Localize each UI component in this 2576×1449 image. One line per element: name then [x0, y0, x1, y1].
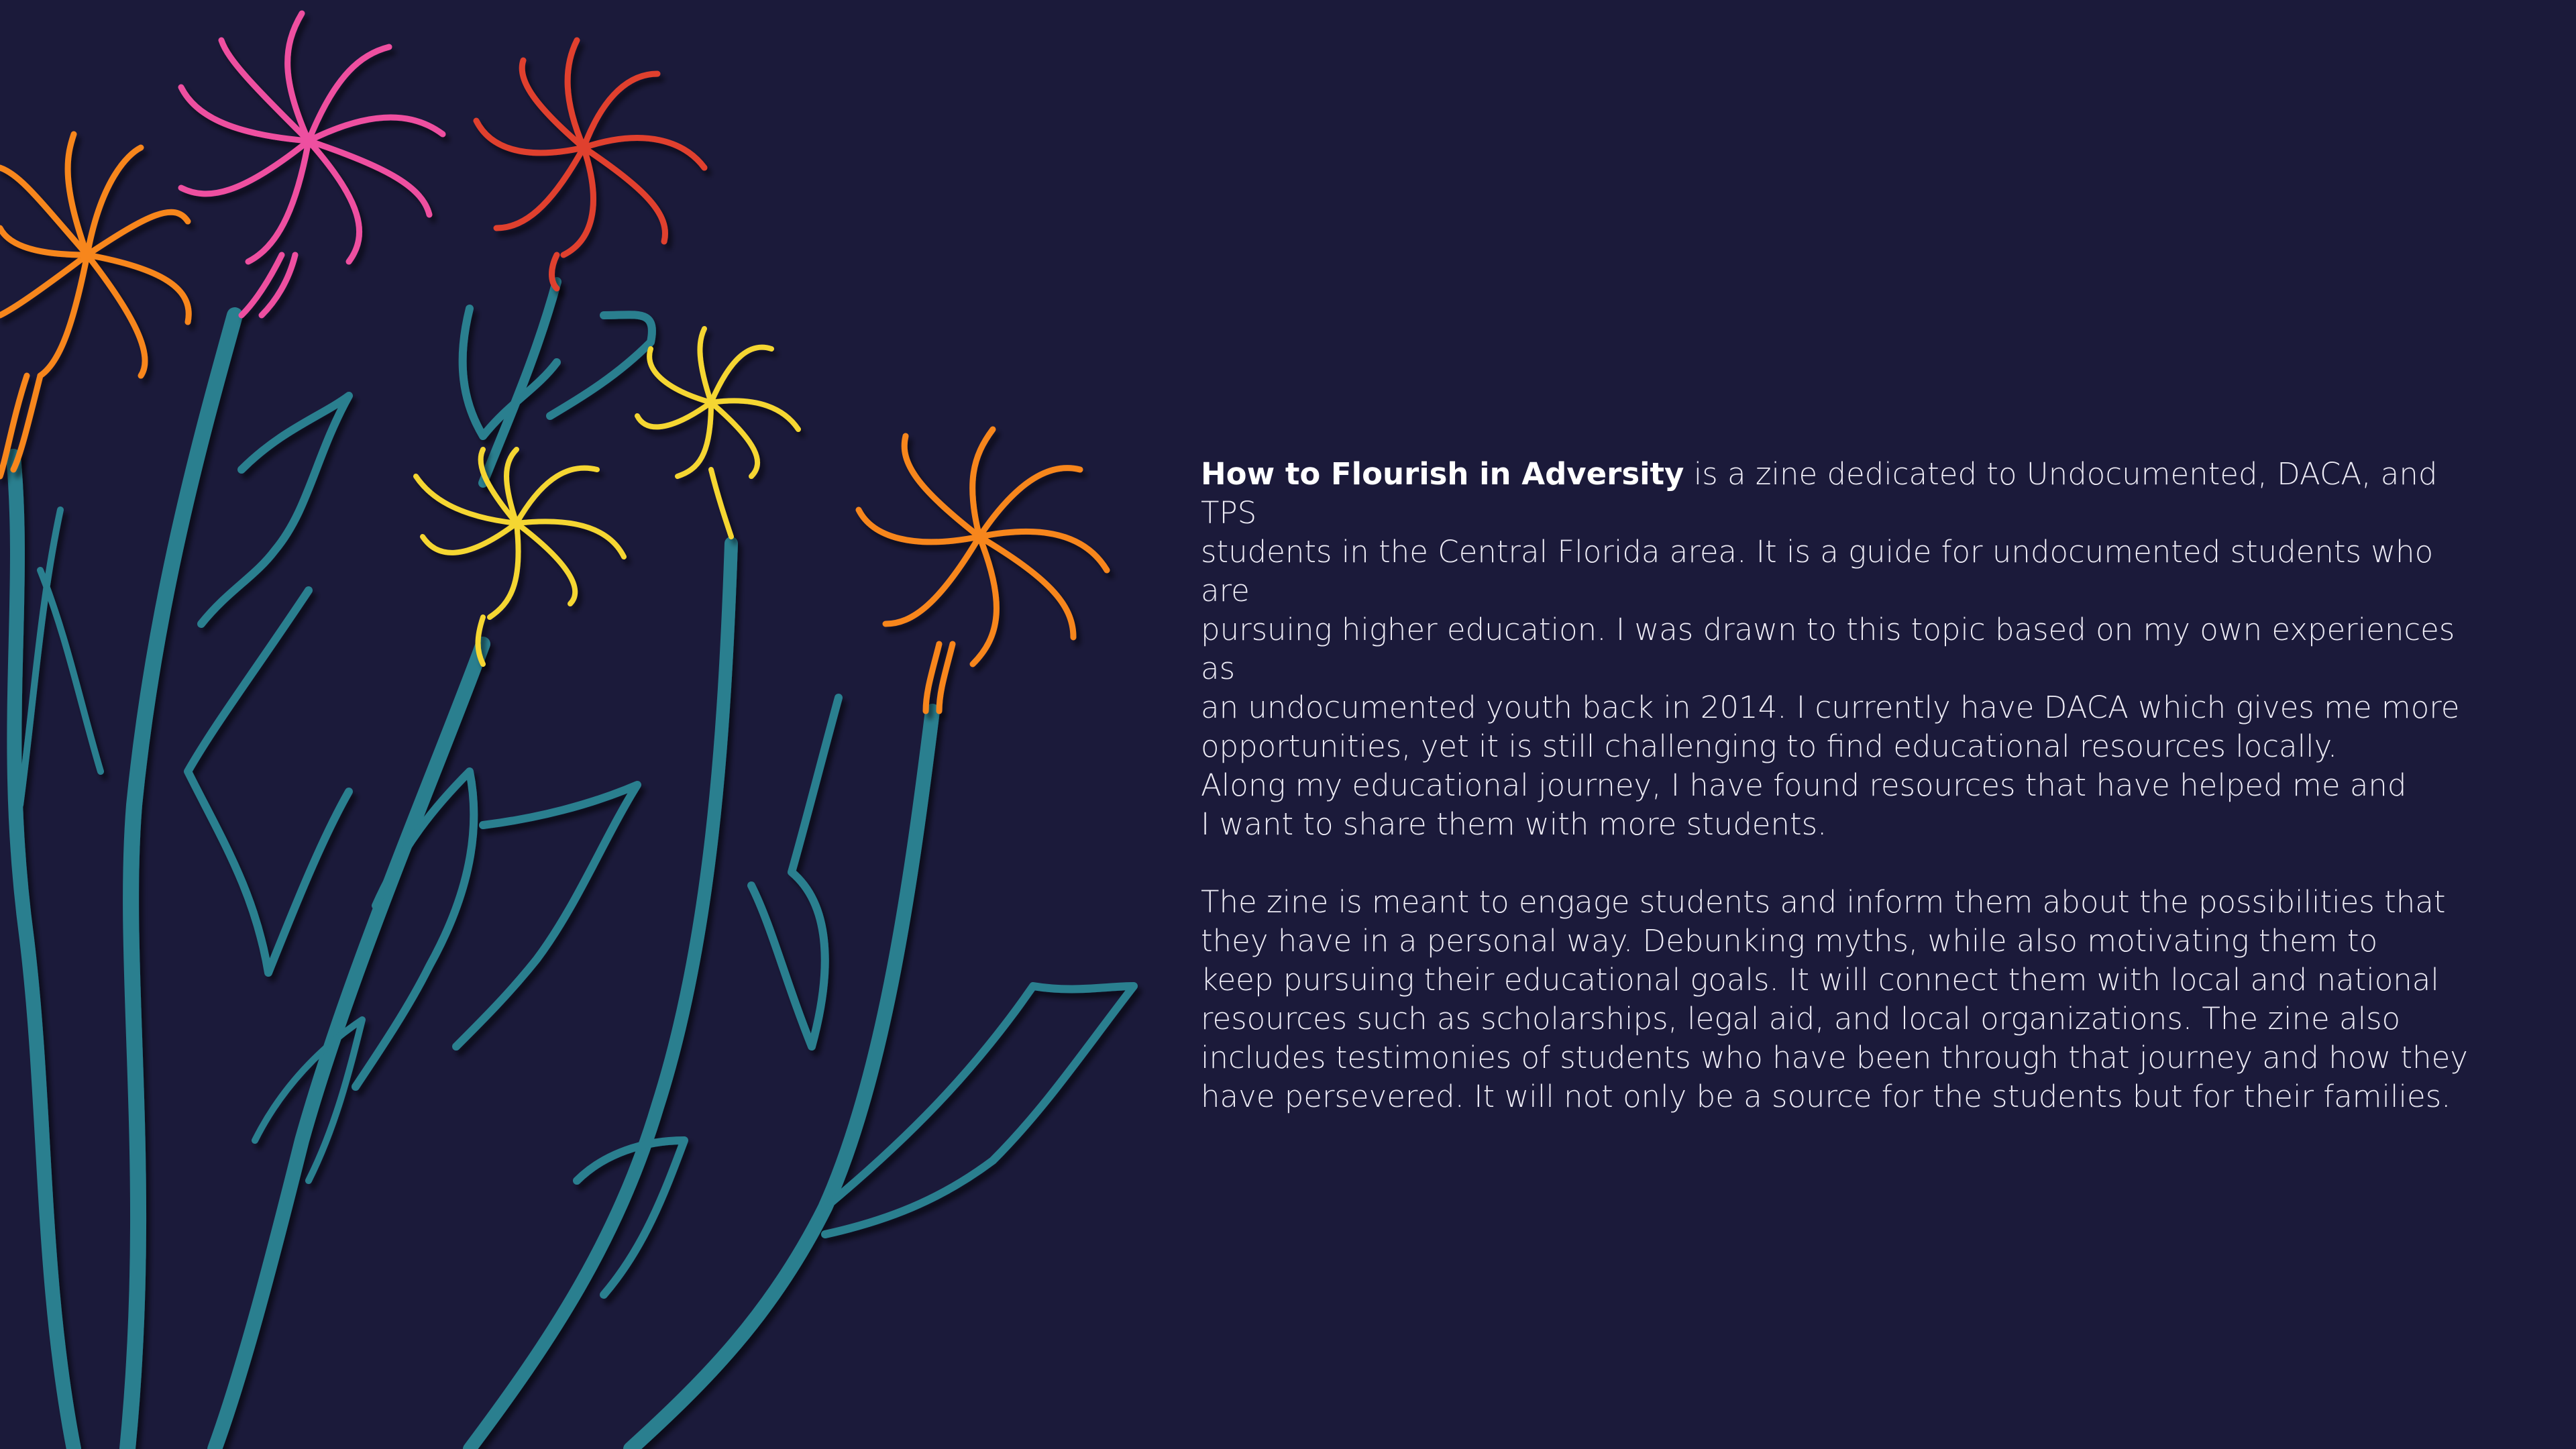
leaf-4 — [463, 309, 652, 436]
stem-left-2 — [127, 315, 235, 1449]
zine-description — [1201, 455, 2475, 1116]
intro-paragraph — [1201, 455, 2475, 844]
flower-orange-left — [0, 134, 189, 476]
leaf-6 — [456, 785, 637, 1046]
stem-center — [215, 644, 483, 1449]
leaf-3 — [20, 510, 101, 805]
flower-yellow-small — [637, 329, 798, 537]
flower-red — [476, 40, 704, 288]
stems-group — [13, 282, 1134, 1449]
leaf-2 — [188, 590, 349, 973]
leaf-1 — [201, 396, 349, 624]
purpose-paragraph: The zine is meant to engage students and inform them about the possibilities that they have in a personal way. Debunking myths, while also motivating them to keep pursuing their educational goals. It will connect them with local and national resources such as scholarships, legal aid, and local organizations. The zine also includes testimonies of students who have been through that journey and how they have persevered. It will not only be a source for the students but for their families. — [1201, 884, 2468, 1114]
zine-title: How to Flourish in Adversity — [1201, 456, 1684, 492]
flower-yellow-large — [416, 449, 624, 664]
stem-right — [631, 711, 932, 1449]
leaf-8 — [825, 986, 1134, 1234]
leaf-7 — [751, 698, 839, 1046]
flower-pink — [181, 13, 443, 315]
flower-bouquet-illustration — [0, 0, 1154, 1449]
flower-orange-right — [859, 429, 1107, 711]
stem-red — [483, 282, 557, 483]
intro-body: is a zine dedicated to Undocumented, DACA, and TPS students in the Central Florida area. It is a guide for undocumented students who are pursuing higher education. I was drawn to this topic based on my own experiences as an undocumented youth back in 2014. I currently have DACA which gives me more opportunities, yet it is still challenging to find educational resources locally. Along my educational journey, I have found resources that have helped me and I want to share them with more students. — [1201, 456, 2460, 842]
